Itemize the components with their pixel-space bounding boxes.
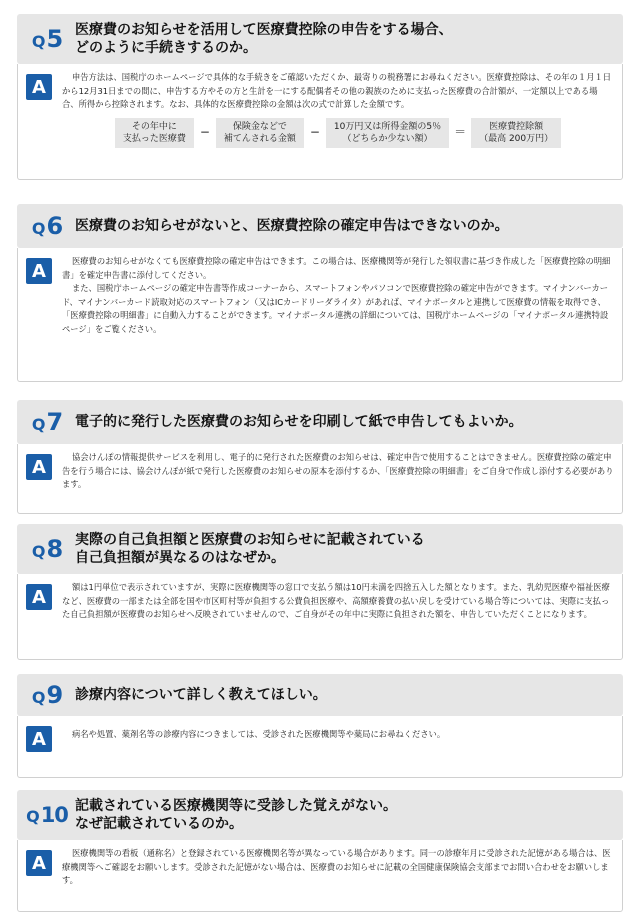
question-letter: Q [31,32,46,51]
answer-text [62,248,622,381]
question-letter: Q [31,219,46,238]
question-title: 医療費のお知らせを活用して医療費控除の申告をする場合、 どのように手続きするのか。 [75,22,453,56]
question-number: 10 [40,803,68,827]
answer-paragraph: 協会けんぽの情報提供サービスを利用し、電子的に発行された医療費のお知らせは、確定申告で使用することはできません。医療費控除の確定申告を行う場合には、協会けんぽが紙で発行した医療費のお知らせの原本を添付するか、「医療費控除の明細書」をご自身で作成し添付する必要があります。 [62,452,614,490]
qa-item-q5 [17,14,623,180]
question-letter: Q [31,688,46,707]
answer-badge: A [26,74,52,100]
answer-body [17,574,623,660]
answer-paragraph: 医療機関等の看板（通称名）と登録されている医療機関名等が異なっている場合があります。同一の診療年月に受診された記憶がある場合は、医療機関等へご確認をお願いします。受診された記憶がない場合は、医療費のお知らせに記載の全国健康保険協会支部までお問い合わせをお願いします。 [62,848,611,886]
question-number: 7 [46,408,63,436]
question-header [17,400,623,444]
formula-minus: − [199,124,210,139]
answer-paragraph: 額は1円単位で表示されていますが、実際に医療機関等の窓口で支払う額は10円未満を四捨五入した額となります。また、乳幼児医療や福祉医療など、医療費の一部または全部を国や市区町村等が負担する公費負担医療や、高額療養費の払い戻しを受けている場合等については、実際に支払った自己負担額が医療費のお知らせへ反映されていませんので、ご自身がその年中に実際に負担された額を、申告していただくことになります。 [62,582,610,620]
answer-body [17,444,623,514]
answer-badge: A [26,726,52,752]
question-number-badge [23,212,71,240]
answer-text [62,64,622,179]
question-number-badge [23,408,71,436]
question-letter: Q [31,415,46,434]
qa-item-q8 [17,524,623,660]
question-letter: Q [31,542,46,561]
question-letter: Q [26,807,40,826]
question-header [17,524,623,574]
question-title: 実際の自己負担額と医療費のお知らせに記載されている 自己負担額が異なるのはなぜか。 [75,532,425,566]
question-number: 8 [46,535,63,563]
answer-paragraph: また、国税庁ホームページの確定申告書等作成コーナーから、スマートフォンやパソコンで医療費控除の確定申告ができます。マイナンバーカード、マイナンバーカード読取対応のスマートフォン（又はICカードリーダライタ）があれば、マイナポータルと連携して医療費の情報を取得でき、「医療費控除の明細書」に自動入力することができます。マイナポータル連携の詳細については、国税庁ホームページの「マイナポータル連携特設ページ」をご覧ください。 [62,283,609,334]
answer-badge: A [26,850,52,876]
question-title: 記載されている医療機関等に受診した覚えがない。 なぜ記載されているのか。 [75,798,397,832]
question-title: 診療内容について詳しく教えてほしい。 [75,687,327,703]
qa-item-q10 [17,790,623,912]
formula-result: 医療費控除額 （最高 200万円） [471,118,561,148]
answer-body [17,840,623,912]
answer-body [17,248,623,382]
question-number-badge [23,535,71,563]
question-title: 電子的に発行した医療費のお知らせを印刷して紙で申告してもよいか。 [75,414,523,430]
formula-equals: ＝ [454,124,467,139]
answer-paragraph: 医療費のお知らせがなくても医療費控除の確定申告はできます。この場合は、医療機関等が発行した領収書に基づき作成した「医療費控除の明細書」を確定申告書に添付してください。 [62,256,611,280]
formula-term-insurance: 保険金などで 補てんされる金額 [216,118,304,148]
answer-badge: A [26,454,52,480]
formula-minus: − [309,124,320,139]
answer-text [62,444,622,513]
answer-body [17,716,623,778]
question-number: 6 [46,212,63,240]
answer-body [17,64,623,180]
question-number: 5 [46,25,63,53]
answer-paragraph: 申告方法は、国税庁のホームページで具体的な手続きをご確認いただくか、最寄りの税務署にお尋ねください。医療費控除は、その年の１月１日から12月31日までの間に、申告する方やその方と生計を一にする配偶者その他の親族のために支払った医療費の合計額が、一定額以上である場合、所得から控除されます。なお、具体的な医療費控除の金額は次の式で計算した金額です。 [62,72,612,110]
qa-item-q7 [17,400,623,514]
qa-item-q6 [17,204,623,382]
formula-term-threshold: 10万円又は所得金額の5％ （どちらか少ない額） [326,118,449,148]
answer-text [62,840,622,911]
question-number: 9 [46,681,63,709]
answer-text [62,716,453,777]
formula-term-paid: その年中に 支払った医療費 [115,118,194,148]
answer-paragraph: 病名や処置、薬剤名等の診療内容につきましては、受診された医療機関等や薬局にお尋ねください。 [71,729,446,739]
question-number-badge [23,803,71,827]
question-header [17,14,623,64]
question-header [17,204,623,248]
question-title: 医療費のお知らせがないと、医療費控除の確定申告はできないのか。 [75,218,509,234]
answer-text [62,574,622,659]
question-number-badge [23,681,71,709]
question-header [17,674,623,716]
answer-badge: A [26,584,52,610]
answer-badge: A [26,258,52,284]
deduction-formula [62,118,614,148]
qa-item-q9 [17,674,623,778]
question-header [17,790,623,840]
question-number-badge [23,25,71,53]
